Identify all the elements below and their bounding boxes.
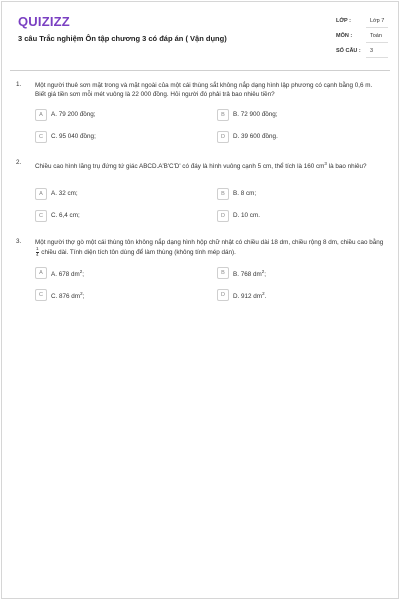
option-text: C. 6,4 cm; — [51, 212, 80, 219]
option-value: C. 876 dm — [51, 293, 81, 301]
option-text — [51, 291, 84, 300]
option-letter-box: D — [217, 210, 229, 222]
question-2 — [16, 159, 384, 229]
superscript: 2 — [79, 269, 83, 274]
meta-subject-value: Toán — [370, 33, 382, 39]
superscript: 3 — [324, 161, 327, 166]
meta-class-value: Lớp 7 — [370, 18, 385, 24]
question-1 — [16, 81, 384, 161]
question-number: 1. — [16, 81, 22, 88]
meta-count-value: 3 — [370, 48, 374, 54]
option-punct: ; — [82, 293, 85, 301]
header-divider — [10, 70, 390, 71]
option-letter-box: B — [217, 188, 229, 200]
page-title: 3 câu Trắc nghiệm Ôn tập chương 3 có đáp án ( Vận dụng) — [18, 34, 227, 43]
worksheet-page — [1, 1, 399, 599]
option-text: A. 32 cm; — [51, 190, 78, 197]
option-letter-box: D — [217, 289, 229, 301]
option-punct: . — [264, 293, 267, 301]
meta-subject-label: MÔN : — [336, 33, 353, 39]
option-letter-box: B — [217, 109, 229, 121]
superscript: 2 — [262, 291, 265, 296]
question-text — [35, 238, 384, 257]
divider — [366, 57, 388, 58]
option-text — [233, 291, 266, 300]
divider — [366, 42, 388, 43]
option-text: B. 8 cm; — [233, 190, 257, 197]
fraction — [36, 247, 39, 257]
fraction-denominator: 4 — [36, 251, 39, 257]
option-letter-box: C — [35, 210, 47, 222]
superscript: 2 — [261, 269, 265, 274]
meta-count-label: SỐ CÂU : — [336, 48, 361, 54]
option-text: D. 10 cm. — [233, 212, 260, 219]
question-number: 2. — [16, 159, 22, 166]
question-text — [35, 159, 384, 171]
question-text-part: là bao nhiêu? — [326, 163, 367, 171]
meta-class-label: LỚP : — [336, 18, 351, 24]
option-value: D. 912 dm — [233, 293, 263, 301]
option-value: A. 678 dm — [51, 271, 80, 279]
option-text: C. 95 040 đồng; — [51, 133, 96, 140]
option-text — [51, 269, 84, 278]
option-letter-box: B — [217, 267, 229, 279]
option-text: B. 72 900 đồng; — [233, 111, 278, 118]
option-value: B. 768 dm — [233, 271, 262, 279]
option-punct: ; — [264, 271, 266, 279]
option-text: D. 39 600 đồng. — [233, 133, 278, 140]
option-letter-box: A — [35, 109, 47, 121]
question-text-part: Một người thợ gò một cái thùng tôn không nắp dạng hình hộp chữ nhật có chiều dài 18 dm, chiều rộng 8 dm, chiều cao bằng — [35, 239, 384, 246]
question-text-part: chiều dài. Tính diện tích tôn dùng để làm thùng (không tính mép dán). — [39, 248, 236, 256]
question-text: Một người thuê sơn mặt trong và mặt ngoài của một cái thùng sắt không nắp dạng hình lập phương có cạnh bằng 0,6 m. Biết giá tiền sơn mỗi mét vuông là 22 000 đồng. Hỏi người đó phải trả bao nhiêu tiền? — [35, 82, 373, 98]
question-text-part: Chiều cao hình lăng trụ đứng tứ giác ABCD.A'B'C'D' có đáy là hình vuông cạnh 5 cm, thể tích là 160 cm — [35, 163, 325, 171]
option-letter-box: A — [35, 188, 47, 200]
divider — [366, 27, 388, 28]
option-text — [233, 269, 266, 278]
question-number: 3. — [16, 238, 22, 245]
option-letter-box: A — [35, 267, 47, 279]
fraction-numerator: 1 — [36, 246, 39, 251]
quizizz-logo: QUIZIZZ — [18, 14, 70, 29]
option-letter-box: C — [35, 131, 47, 143]
option-letter-box: D — [217, 131, 229, 143]
option-letter-box: C — [35, 289, 47, 301]
superscript: 2 — [80, 291, 83, 296]
option-punct: ; — [82, 271, 84, 279]
question-3 — [16, 238, 384, 308]
option-text: A. 79 200 đồng; — [51, 111, 96, 118]
